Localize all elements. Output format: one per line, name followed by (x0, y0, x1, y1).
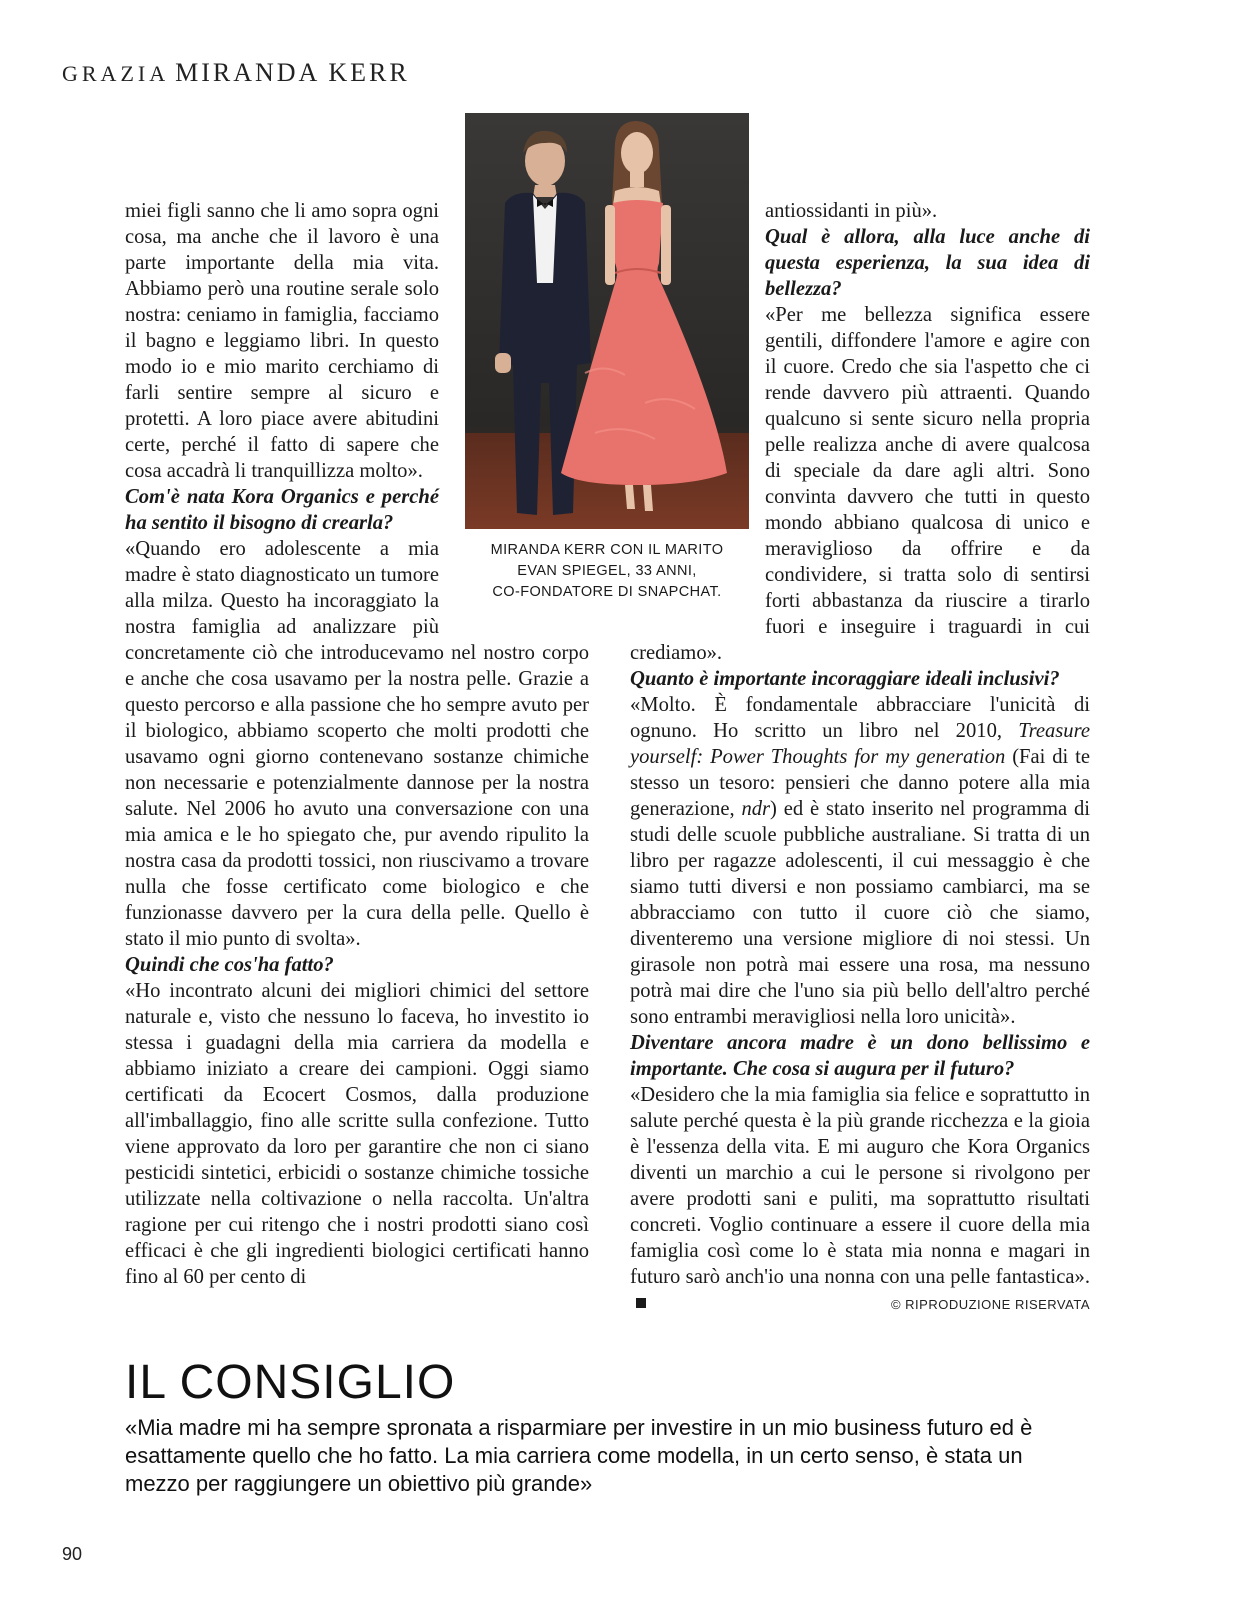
question: Quindi che cos'ha fatto? (125, 954, 334, 976)
answer-text: «Desidero che la mia famiglia sia felice e soprattutto in salute perché questa è la più grande ricchezza e la gioia è l'essenza della vita. E mi auguro che Kora Organics diventi un marchio a cui le persone si rivolgono per avere prodotti sani e puliti, ma soprattutto risultati concreti. Voglio continuare a essere il cuore della mia famiglia così come lo è stata mia nonna e magari in futuro sarò anch'io una nonna con una pelle fantastica». (630, 1084, 1090, 1288)
paragraph: miei figli sanno che li amo sopra ogni cosa, ma anche che il lavoro è una parte importante della mia vita. Abbiamo però una routine serale solo nostra: ceniamo in famiglia, facciamo il bagno e leggiamo libri. In questo modo io e mio marito cerchiamo di farli sentire sempre al sicuro e protetti. A loro piace avere abitudini certe, perché il fatto di sapere che cosa accadrà li tranquillizza molto». (125, 200, 439, 482)
article-column-left (125, 198, 589, 1290)
tip-box-title: IL CONSIGLIO (125, 1356, 456, 1409)
answer: «Per me bellezza significa essere gentili, diffondere l'amore e agire con il cuore. Credo che sia l'aspetto che ci rende davvero più attraenti. Quando qualcuno si sente sicuro nella propria pelle realizza anche di avere qualcosa di speciale da dare agli altri. Sono convinta davvero che tutti in questo mondo abbiano qualcosa di unico e meraviglioso da offrire e da condividere, si tratta solo di sentirsi forti abbastanza da riuscire a tirarlo fuori e inseguire i traguardi in cui crediamo». (630, 304, 1090, 664)
question: Qual è allora, alla luce anche di questa esperienza, la sua idea di bellezza? (765, 226, 1090, 300)
magazine-brand: GRAZIA (62, 61, 170, 86)
page-number: 90 (62, 1544, 83, 1564)
end-mark-icon (636, 1298, 646, 1308)
tip-box-quote: «Mia madre mi ha sempre spronata a risparmiare per investire in un mio business futuro ed è esattamente quello che ho fatto. La mia carriera come modella, in un certo senso, è stata un mezzo per raggiungere un obiettivo più grande» (125, 1415, 1033, 1496)
caption-line: MIRANDA KERR CON IL MARITO (490, 542, 724, 558)
question: Diventare ancora madre è un dono bellissimo e importante. Che cosa si augura per il futuro? (630, 1032, 1090, 1080)
answer (630, 692, 1090, 1030)
answer (630, 1082, 1090, 1316)
running-header (62, 58, 410, 88)
article-column-right (630, 198, 1090, 1316)
copyright-notice: © RIPRODUZIONE RISERVATA (890, 1297, 1090, 1312)
book-title: Treasure yourself: Power Thoughts for my generation (630, 720, 1090, 768)
answer-text: «Molto. È fondamentale abbracciare l'unicità di ognuno. Ho scritto un libro nel 2010, (630, 694, 1090, 742)
answer: «Quando ero adolescente a mia madre è stato diagnosticato un tumore alla milza. Questo ha incoraggiato la nostra famiglia ad analizzare più concretamente ciò che introducevamo nel nostro corpo e anche che cosa usavamo per la nostra pelle. Grazie a questo percorso e alla passione che ho sempre avuto per il biologico, abbiamo scoperto che molti prodotti che usavamo ogni giorno contenevano sostanze chimiche non necessarie e potenzialmente dannose per la nostra salute. Nel 2006 ho avuto una conversazione con una mia amica e le ho spiegato che, pur avendo ripulito la nostra casa da prodotti tossici, non riuscivamo a trovare nulla che fosse certificato come biologico e che funzionasse davvero per la cura della pelle. Quello è stato il mio punto di svolta». (125, 538, 589, 950)
question: Quanto è importante incoraggiare ideali inclusivi? (630, 668, 1060, 690)
answer-text: (Fai di te stesso un tesoro: pensieri che danno potere alla mia generazione, (630, 746, 1091, 820)
caption-line: EVAN SPIEGEL, 33 ANNI, (517, 563, 697, 579)
answer: «Ho incontrato alcuni dei migliori chimici del settore naturale e, visto che nessuno lo faceva, ho investito io stessa i guadagni della mia carriera da modella e abbiamo iniziato a creare dei campioni. Oggi siamo certificati da Ecocert Cosmos, dalla produzione all'imballaggio, fino alle scritte sulla confezione. Tutto viene approvato da loro per garantire che non ci siano pesticidi sintetici, erbicidi o sostanze chimiche tossiche utilizzate nella coltivazione o nella raccolta. Un'altra ragione per cui ritengo che i nostri prodotti siano così efficaci è che gli ingredienti biologici certificati hanno fino al 60 per cento di (125, 980, 589, 1288)
question: Com'è nata Kora Organics e perché ha sentito il bisogno di crearla? (125, 486, 439, 534)
article-title: MIRANDA KERR (175, 58, 410, 87)
caption-line: CO-FONDATORE DI SNAPCHAT. (492, 584, 722, 600)
editor-note: ndr (741, 798, 771, 820)
paragraph: antiossidanti in più». (765, 200, 938, 222)
answer-text: ) ed è stato inserito nel programma di studi delle scuole pubbliche australiane. Si tratta di un libro per ragazze adolescenti, il cui messaggio è che siamo tutti diversi e non possiamo cambiarci, ma se abbracciamo con tutto il cuore ciò che siamo, diventeremo una versione migliore di noi stessi. Un girasole non potrà mai essere una rosa, ma nessuno potrà mai dire che l'uno sia più bello dell'altro perché sono entrambi meravigliosi nella loro unicità». (630, 798, 1090, 1028)
